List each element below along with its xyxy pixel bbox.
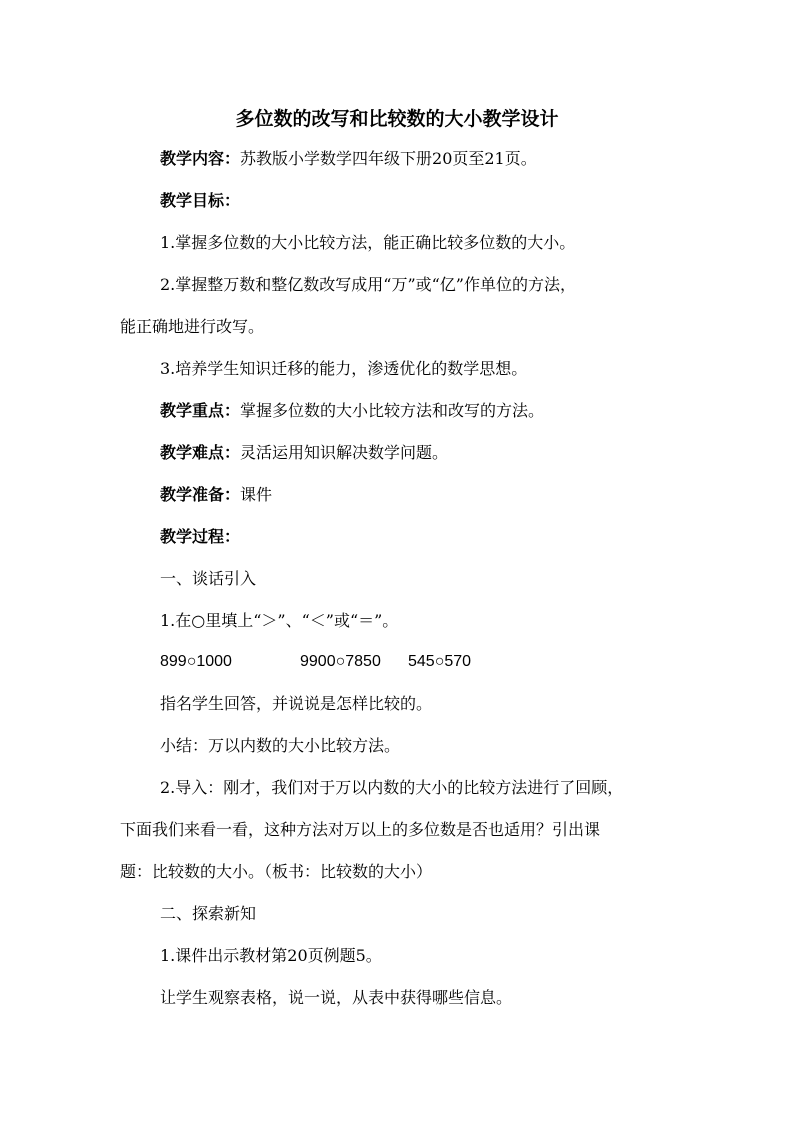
section-1-item-1: 1.在○里填上“＞”、“＜”或“＝”。 bbox=[160, 611, 399, 630]
objective-item-2-cont: 能正确地进行改写。 bbox=[120, 317, 265, 336]
content-text: 苏教版小学数学四年级下册20页至21页。 bbox=[240, 149, 537, 168]
section-1-answer: 指名学生回答，并说说是怎样比较的。 bbox=[160, 694, 433, 713]
section-2-item-1: 1.课件出示教材第20页例题5。 bbox=[160, 946, 382, 965]
content-line bbox=[160, 147, 537, 171]
content-label: 教学内容： bbox=[160, 149, 241, 168]
comparison-1: 899○1000 bbox=[160, 653, 232, 670]
prep-text: 课件 bbox=[240, 485, 273, 504]
prep-line bbox=[160, 483, 272, 507]
section-1-item-2: 2.导入：刚才，我们对于万以内数的大小的比较方法进行了回顾， bbox=[160, 778, 624, 797]
difficulty-label: 教学难点： bbox=[160, 443, 241, 462]
key-label: 教学重点： bbox=[160, 401, 241, 420]
objective-item-2: 2.掌握整万数和整亿数改写成用“万”或“亿”作单位的方法， bbox=[160, 275, 576, 294]
key-text: 掌握多位数的大小比较方法和改写的方法。 bbox=[240, 401, 545, 420]
section-1-item-2-cont-1: 下面我们来看一看，这种方法对万以上的多位数是否也适用？引出课 bbox=[120, 820, 601, 839]
section-1-heading: 一、谈话引入 bbox=[160, 569, 257, 588]
comparison-2: 9900○7850 bbox=[300, 653, 381, 670]
difficulty-text: 灵活运用知识解决数学问题。 bbox=[240, 443, 449, 462]
section-2-item-2: 让学生观察表格，说一说，从表中获得哪些信息。 bbox=[160, 988, 513, 1007]
process-label: 教学过程： bbox=[160, 527, 241, 546]
key-line bbox=[160, 399, 544, 423]
section-1-summary: 小结：万以内数的大小比较方法。 bbox=[160, 736, 401, 755]
section-2-heading: 二、探索新知 bbox=[160, 904, 257, 923]
section-1-item-2-cont-2: 题：比较数的大小。（板书：比较数的大小） bbox=[120, 862, 433, 881]
prep-label: 教学准备： bbox=[160, 485, 241, 504]
objective-item-3: 3.培养学生知识迁移的能力，渗透优化的数学思想。 bbox=[160, 359, 528, 378]
page-title: 多位数的改写和比较数的大小教学设计 bbox=[235, 108, 559, 130]
objective-item-1: 1.掌握多位数的大小比较方法，能正确比较多位数的大小。 bbox=[160, 233, 576, 252]
comparison-row bbox=[160, 650, 471, 674]
objectives-label: 教学目标： bbox=[160, 191, 241, 210]
comparison-3: 545○570 bbox=[408, 653, 472, 670]
difficulty-line bbox=[160, 441, 448, 465]
